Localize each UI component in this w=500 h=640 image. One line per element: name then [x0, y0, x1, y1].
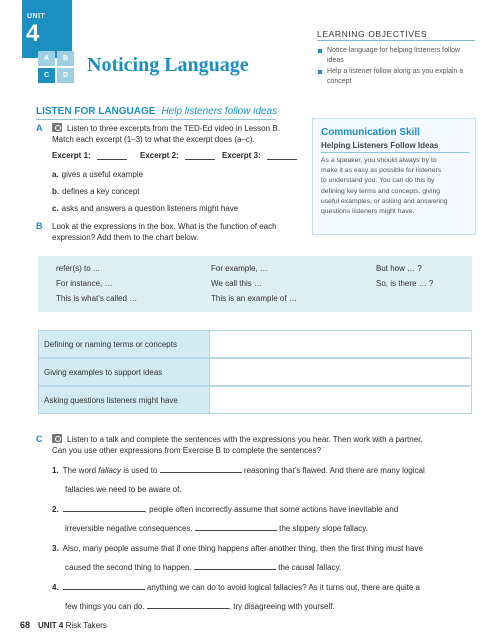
- chart-row-label: Asking questions listeners might have: [38, 386, 210, 414]
- exercise-b-line2: expression? Add them to the chart below.: [52, 233, 199, 242]
- answer-blank[interactable]: [194, 562, 276, 570]
- sentence-text: Also, many people assume that if one thing happens after another thing, then the first thing must have: [62, 544, 423, 553]
- expression: This is an example of …: [211, 294, 297, 303]
- sentence-text: the causal fallacy.: [278, 563, 342, 572]
- sentence-text: caused the second thing to happen.: [65, 563, 192, 572]
- skill-subtitle: Helping Listeners Follow Ideas: [321, 141, 439, 150]
- unit-word: UNIT: [27, 13, 46, 20]
- skill-line: to understand you. You can do this by: [321, 177, 435, 185]
- choice-c: [52, 204, 238, 214]
- sentence-number: 4.: [52, 583, 59, 592]
- skill-divider: [321, 152, 469, 153]
- section-divider: [36, 119, 276, 120]
- expression: But how … ?: [376, 264, 422, 273]
- expression: For instance, …: [56, 279, 113, 288]
- exercise-b-letter: B: [36, 221, 43, 231]
- skill-line: useful examples, or asking and answering: [321, 197, 448, 205]
- choice-text: defines a key concept: [62, 187, 140, 196]
- page-number: 68: [20, 620, 31, 630]
- audio-icon[interactable]: [52, 123, 62, 132]
- choice-letter: b.: [52, 187, 60, 196]
- exercise-c-instructions: [52, 434, 482, 456]
- exercise-b-instructions: [52, 221, 312, 243]
- skill-line: defining key terms and concepts, giving: [321, 187, 441, 195]
- sentence-text: The word: [62, 466, 97, 475]
- lesson-title: Noticing Language: [87, 54, 249, 76]
- choice-text: asks and answers a question listeners might have: [61, 204, 239, 213]
- choice-b: [52, 187, 238, 197]
- unit-tab: [22, 0, 72, 58]
- footer-title: Risk Takers: [65, 621, 107, 630]
- sentence-text: irreversible negative consequences.: [65, 524, 193, 533]
- sentence-4: [52, 582, 420, 593]
- exercise-c-line1: Listen to a talk and complete the sentences with the expressions you hear. Then work with a partner.: [67, 435, 423, 444]
- answer-blank[interactable]: [147, 601, 229, 609]
- sentence-2: [52, 504, 398, 515]
- excerpt-2-blank[interactable]: [185, 159, 215, 160]
- sentence-3: [52, 543, 423, 554]
- expression: We call this …: [211, 279, 262, 288]
- excerpt-3: [222, 151, 297, 160]
- exercise-a-line1: Listen to three excerpts from the TED-Ed video in Lesson B.: [67, 124, 280, 133]
- answer-blank[interactable]: [63, 582, 145, 590]
- sentence-text: , try disagreeing with yourself.: [228, 602, 335, 611]
- sentence-1: [52, 465, 425, 476]
- audio-icon[interactable]: [52, 434, 62, 443]
- skill-body: [321, 156, 471, 217]
- section-subtitle: Help listeners follow ideas: [161, 106, 278, 117]
- lesson-grid: [38, 51, 74, 83]
- expression: For example, …: [211, 264, 268, 273]
- exercise-b-line1: Look at the expressions in the box. What is the function of each: [52, 222, 277, 231]
- footer-unit: UNIT 4: [38, 621, 64, 630]
- choice-a: [52, 170, 238, 180]
- communication-skill-box: [312, 118, 476, 235]
- excerpt-3-label: Excerpt 3:: [222, 151, 261, 160]
- objectives-divider: [317, 40, 475, 41]
- excerpt-2: [140, 151, 215, 160]
- lesson-b: B: [57, 51, 74, 66]
- sentence-key-term: fallacy: [98, 466, 121, 475]
- choice-letter: c.: [52, 204, 59, 213]
- section-heading: [36, 106, 277, 117]
- excerpt-1-label: Excerpt 1:: [52, 151, 91, 160]
- expression: So, is there … ?: [376, 279, 434, 288]
- lesson-d: D: [57, 68, 74, 83]
- objective-item: Help a listener follow along as you explain a concept: [317, 67, 477, 86]
- skill-line: As a speaker, you should always try to: [321, 157, 437, 164]
- skill-line: make it as easy as possible for listeners: [321, 167, 442, 175]
- exercise-a-instructions: [52, 123, 302, 145]
- sentence-number: 3.: [52, 544, 59, 553]
- skill-title: Communication Skill: [321, 127, 420, 138]
- page-footer: [20, 620, 107, 630]
- chart-answer-cell[interactable]: [210, 386, 472, 414]
- sentence-number: 1.: [52, 466, 59, 475]
- excerpt-1-blank[interactable]: [97, 159, 127, 160]
- excerpt-2-label: Excerpt 2:: [140, 151, 179, 160]
- sentence-3-line2: [65, 562, 341, 573]
- objective-item: Notice language for helping listeners follow ideas: [317, 46, 477, 65]
- answer-blank[interactable]: [63, 504, 145, 512]
- expression: refer(s) to ...: [56, 264, 100, 273]
- expressions-box: [38, 256, 472, 312]
- exercise-c-letter: C: [36, 434, 43, 444]
- chart-row-label: Giving examples to support ideas: [38, 358, 210, 386]
- chart-answer-cell[interactable]: [210, 330, 472, 358]
- expression: This is what’s called …: [56, 294, 138, 303]
- sentence-1-line2: fallacies we need to be aware of.: [65, 485, 182, 494]
- excerpt-1: [52, 151, 127, 160]
- sentence-2-line2: [65, 523, 368, 534]
- section-title: LISTEN FOR LANGUAGE: [36, 106, 156, 117]
- choice-letter: a.: [52, 170, 59, 179]
- sentence-text: few things you can do.: [65, 602, 145, 611]
- objectives-list: [317, 46, 477, 88]
- lesson-c-current: C: [38, 68, 55, 83]
- sentence-4-line2: [65, 601, 335, 612]
- answer-blank[interactable]: [195, 523, 277, 531]
- exercise-a-line2: Match each excerpt (1–3) to what the excerpt does (a–c).: [52, 135, 255, 144]
- exercise-a-choices: [52, 170, 238, 221]
- exercise-a-letter: A: [36, 123, 43, 133]
- excerpt-3-blank[interactable]: [267, 159, 297, 160]
- sentence-number: 2.: [52, 505, 59, 514]
- chart-row-label: Defining or naming terms or concepts: [38, 330, 210, 358]
- sentence-text: reasoning that’s flawed. And there are many logical: [243, 466, 425, 475]
- sentence-text: , people often incorrectly assume that some actions have inevitable and: [144, 505, 399, 514]
- chart-answer-cell[interactable]: [210, 358, 472, 386]
- answer-blank[interactable]: [160, 465, 242, 473]
- unit-number: 4: [26, 20, 40, 47]
- objectives-heading: LEARNING OBJECTIVES: [317, 29, 428, 39]
- function-chart: [38, 330, 472, 414]
- lesson-a: A: [38, 51, 55, 66]
- excerpt-row: [52, 151, 312, 163]
- choice-text: gives a useful example: [61, 170, 144, 179]
- sentence-text: the slippery slope fallacy.: [279, 524, 368, 533]
- sentence-text: anything we can do to avoid logical fallacies? As it turns out, there are quite a: [146, 583, 420, 592]
- exercise-c-line2: Can you use other expressions from Exercise B to complete the sentences?: [52, 446, 322, 455]
- sentence-text: is used to: [123, 466, 158, 475]
- skill-line: questions listeners might have.: [321, 208, 415, 216]
